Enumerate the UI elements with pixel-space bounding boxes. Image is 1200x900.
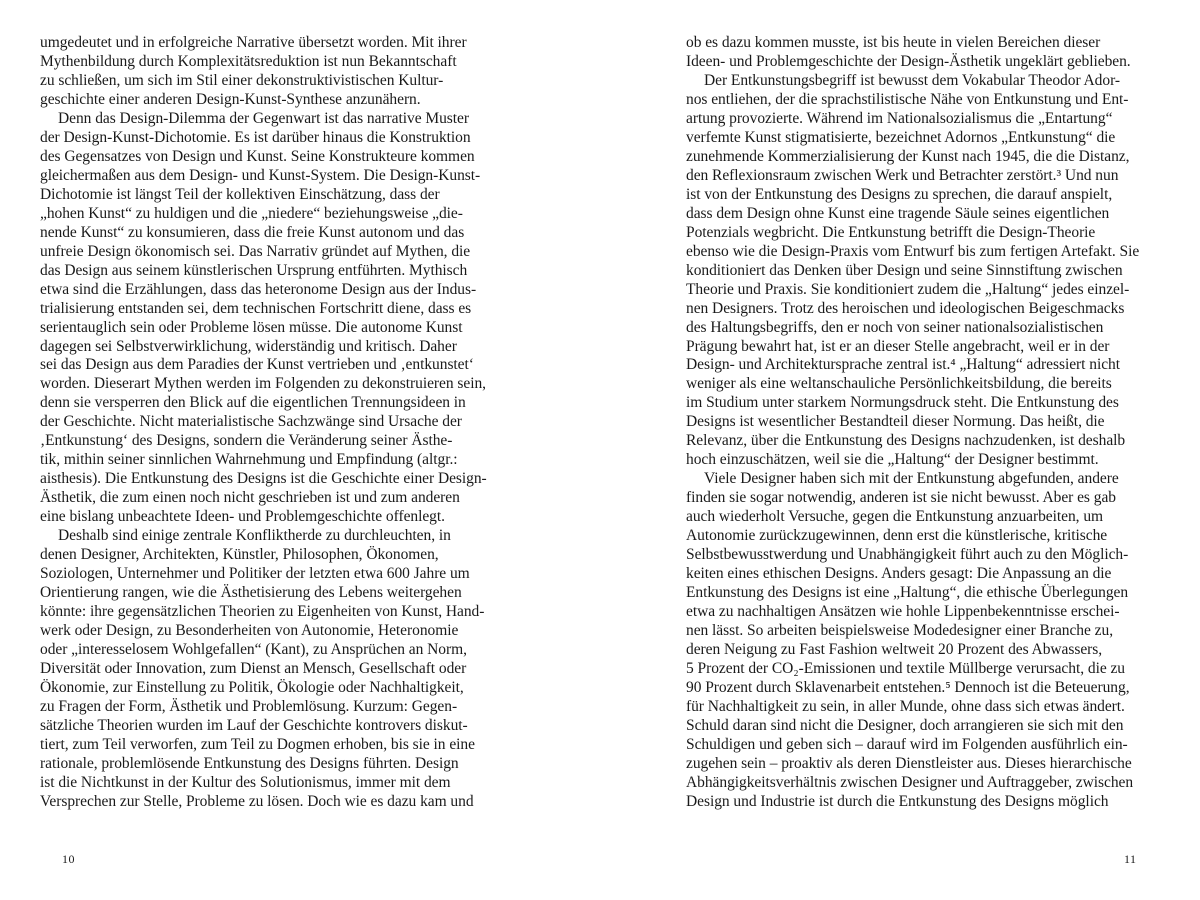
text-line: gleichermaßen aus dem Design- und Kunst-System. Die Design-Kunst- — [40, 166, 481, 184]
text-line: worden. Dieserart Mythen werden im Folgenden zu dekonstruieren sein, — [40, 375, 486, 393]
text-line: Design- und Architektursprache zentral ist.⁴ „Haltung“ adressiert nicht — [686, 356, 1120, 374]
text-line: nen Designers. Trotz des heroischen und ideologischen Beigeschmacks — [686, 299, 1125, 317]
text-line: Versprechen zur Stelle, Probleme zu lösen. Doch wie es dazu kam und — [40, 792, 474, 810]
left-page-body-text — [40, 34, 530, 812]
text-line: Entkunstung des Designs ist eine „Haltung“, die ethische Überlegungen — [686, 584, 1129, 602]
text-line: nende Kunst“ zu konsumieren, dass die freie Kunst autonom und das — [40, 223, 465, 241]
text-line: dagegen sei Selbstverwirklichung, widerständig und kritisch. Daher — [40, 337, 457, 355]
text-line: für Nachhaltigkeit zu sein, in aller Munde, ohne dass sich etwas ändert. — [686, 697, 1125, 715]
text-line: „hohen Kunst“ zu huldigen und die „niedere“ beziehungsweise „die- — [40, 204, 463, 222]
text-line: denn sie versperren den Blick auf die eigentlichen Trennungsideen in — [40, 394, 466, 412]
text-line: Abhängigkeitsverhältnis zwischen Designer und Auftraggeber, zwischen — [686, 773, 1134, 791]
text-line: oder „interesselosem Wohlgefallen“ (Kant), zu Ansprüchen an Norm, — [40, 641, 467, 658]
text-line: Deshalb sind einige zentrale Konfliktherde zu durchleuchten, in — [58, 527, 451, 545]
left-page — [40, 34, 530, 874]
text-line: sei das Design aus dem Paradies der Kunst vertrieben und ‚entkunstet‘ — [40, 356, 474, 374]
text-line: artung provozierte. Während im Nationalsozialismus die „Entartung“ — [686, 109, 1113, 127]
text-line: Dichotomie ist längst Teil der kollektiven Einschätzung, dass der — [40, 185, 440, 203]
text-line: des Gegensatzes von Design und Kunst. Seine Konstrukteure kommen — [40, 147, 475, 165]
text-line: Mythenbildung durch Komplexitätsreduktion ist nun Bekanntschaft — [40, 52, 457, 70]
text-line: Selbstbewusstwerdung und Unabhängigkeit führt auch zu den Möglich- — [686, 546, 1129, 564]
text-line: Schuld daran sind nicht die Designer, doch arrangieren sie sich mit den — [686, 716, 1124, 734]
text-line: nen lässt. So arbeiten beispielsweise Modedesigner einer Branche zu, — [686, 622, 1114, 640]
left-page-number: 10 — [62, 852, 75, 866]
text-line: konditioniert das Denken über Design und seine Sinnstiftung zwischen — [686, 261, 1123, 279]
text-line: den Reflexionsraum zwischen Werk und Betrachter zerstört.³ Und nun — [686, 166, 1119, 184]
text-line: werk oder Design, zu Besonderheiten von Autonomie, Heteronomie — [40, 622, 459, 640]
text-line: hoch einzuschätzen, weil sie die „Haltung“ der Designer bestimmt. — [686, 451, 1099, 469]
text-line: deren Neigung zu Fast Fashion weltweit 20 Prozent des Abwassers, — [686, 641, 1103, 658]
text-line: Designs ist wesentlicher Bestandteil dieser Normung. Das heißt, die — [686, 413, 1105, 431]
text-line: des Haltungsbegriffs, den er noch von seiner nationalsozialistischen — [686, 318, 1104, 336]
text-line: Der Entkunstungsbegriff ist bewusst dem Vokabular Theodor Ador- — [704, 71, 1120, 89]
text-line: zu Fragen der Form, Ästhetik und Problemlösung. Kurzum: Gegen- — [40, 697, 458, 715]
text-line: ebenso wie die Design-Praxis vom Entwurf bis zum fertigen Artefakt. Sie — [686, 242, 1140, 260]
text-line: Ideen- und Problemgeschichte der Design-Ästhetik ungeklärt geblieben. — [686, 52, 1131, 70]
text-line: denen Designer, Architekten, Künstler, Philosophen, Ökonomen, — [40, 546, 439, 564]
text-line: tik, mithin seiner sinnlichen Wahrnehmung und Empfindung (altgr.: — [40, 451, 458, 469]
text-line: finden sie sogar notwendig, anderen ist sie nicht bewusst. Aber es gab — [686, 489, 1116, 507]
text-line: zugehen sein – proaktiv als deren Dienstleister aus. Dieses hierarchische — [686, 754, 1132, 772]
text-line: unfreie Design ökonomisch sei. Das Narrativ gründet auf Mythen, die — [40, 242, 471, 260]
text-line: könnte: ihre gegensätzlichen Theorien zu Eigenheiten von Kunst, Hand- — [40, 603, 485, 621]
text-line: zunehmende Kommerzialisierung der Kunst nach 1945, die die Distanz, — [686, 147, 1130, 165]
text-line: Soziologen, Unternehmer und Politiker der letzten etwa 600 Jahre um — [40, 565, 470, 583]
text-line: Ökonomie, zur Einstellung zu Politik, Ökologie oder Nachhaltigkeit, — [40, 678, 464, 696]
text-line: Ästhetik, die zum einen noch nicht geschrieben ist und zum anderen — [40, 489, 460, 507]
text-line: geschichte einer anderen Design-Kunst-Synthese anzunähern. — [40, 90, 421, 108]
text-line: Design und Industrie ist durch die Entkunstung des Designs möglich — [686, 792, 1109, 810]
text-line: Relevanz, über die Entkunstung des Designs nachzudenken, ist deshalb — [686, 432, 1126, 450]
text-line: 90 Prozent durch Sklavenarbeit entstehen.⁵ Dennoch ist die Beteuerung, — [686, 678, 1130, 696]
text-line: aisthesis). Die Entkunstung des Designs ist die Geschichte einer Design- — [40, 470, 487, 488]
text-line: tiert, zum Teil verworfen, zum Teil zu Dogmen erhoben, bis sie in eine — [40, 735, 475, 753]
text-line: nos entliehen, der die sprachstilistische Nähe von Entkunstung und Ent- — [686, 90, 1129, 108]
text-line: umgedeutet und in erfolgreiche Narrative übersetzt worden. Mit ihrer — [40, 34, 467, 51]
text-line: Denn das Design-Dilemma der Gegenwart ist das narrative Muster — [58, 109, 469, 127]
text-line: ob es dazu kommen musste, ist bis heute in vielen Bereichen dieser — [686, 34, 1101, 51]
text-line: ist die Nichtkunst in der Kultur des Solutionismus, immer mit dem — [40, 773, 451, 791]
text-line: Schuldigen und geben sich – darauf wird im Folgenden ausführlich ein- — [686, 735, 1128, 753]
text-line: sätzliche Theorien wurden im Lauf der Geschichte kontrovers diskut- — [40, 716, 468, 734]
right-page — [686, 34, 1176, 874]
text-line: etwa sind die Erzählungen, dass das heteronome Design aus der Indus- — [40, 280, 477, 298]
text-line: das Design aus seinem künstlerischen Ursprung entführten. Mythisch — [40, 261, 468, 279]
text-line: ist von der Entkunstung des Designs zu sprechen, die darauf anspielt, — [686, 185, 1113, 203]
text-line: dass dem Design ohne Kunst eine tragende Säule seines eigentlichen — [686, 204, 1110, 222]
text-line: Autonomie zurückzugewinnen, denn erst die künstlerische, kritische — [686, 527, 1108, 545]
text-line: zu schließen, um sich im Stil einer dekonstruktivistischen Kultur- — [40, 71, 444, 89]
text-line: Orientierung rangen, wie die Ästhetisierung des Lebens weitergehen — [40, 584, 462, 602]
text-line: Potenzials wegbricht. Die Entkunstung betrifft die Design-Theorie — [686, 223, 1096, 241]
text-line: auch wiederholt Versuche, gegen die Entkunstung anzuarbeiten, um — [686, 508, 1104, 526]
text-line: weniger als eine weltanschauliche Persönlichkeitsbildung, die bereits — [686, 375, 1112, 393]
text-line: verfemte Kunst stigmatisierte, bezeichnet Adornos „Entkunstung“ die — [686, 128, 1116, 146]
text-line: eine bislang unbeachtete Ideen- und Problemgeschichte offenlegt. — [40, 508, 445, 526]
text-line: rationale, problemlösende Entkunstung des Designs führten. Design — [40, 754, 459, 772]
text-line: keiten eines ethischen Designs. Anders gesagt: Die Anpassung an die — [686, 565, 1112, 583]
right-page-number: 11 — [1124, 852, 1137, 866]
text-line: 5 Prozent der CO₂-Emissionen und textile Müllberge verursacht, die zu — [686, 659, 1126, 677]
text-line: der Design-Kunst-Dichotomie. Es ist darüber hinaus die Konstruktion — [40, 128, 471, 146]
text-line: Viele Designer haben sich mit der Entkunstung abgefunden, andere — [704, 470, 1119, 488]
text-line: ‚Entkunstung‘ des Designs, sondern die Veränderung seiner Ästhe- — [40, 432, 453, 450]
text-line: Diversität oder Innovation, zum Dienst an Mensch, Gesellschaft oder — [40, 659, 467, 677]
text-line: der Geschichte. Nicht materialistische Sachzwänge sind Ursache der — [40, 413, 462, 431]
text-line: im Studium unter starkem Normungsdruck steht. Die Entkunstung des — [686, 394, 1119, 412]
text-line: etwa zu nachhaltigen Ansätzen wie hohle Lippenbekenntnisse erschei- — [686, 603, 1120, 621]
right-page-body-text — [686, 34, 1176, 812]
text-line: Prägung bewahrt hat, ist er an dieser Stelle angebracht, weil er in der — [686, 337, 1110, 355]
text-line: trialisierung entstanden sei, dem technischen Fortschritt diene, dass es — [40, 299, 472, 317]
text-line: serientauglich sein oder Probleme lösen müsse. Die autonome Kunst — [40, 318, 463, 336]
text-line: Theorie und Praxis. Sie konditioniert zudem die „Haltung“ jedes einzel- — [686, 280, 1130, 298]
